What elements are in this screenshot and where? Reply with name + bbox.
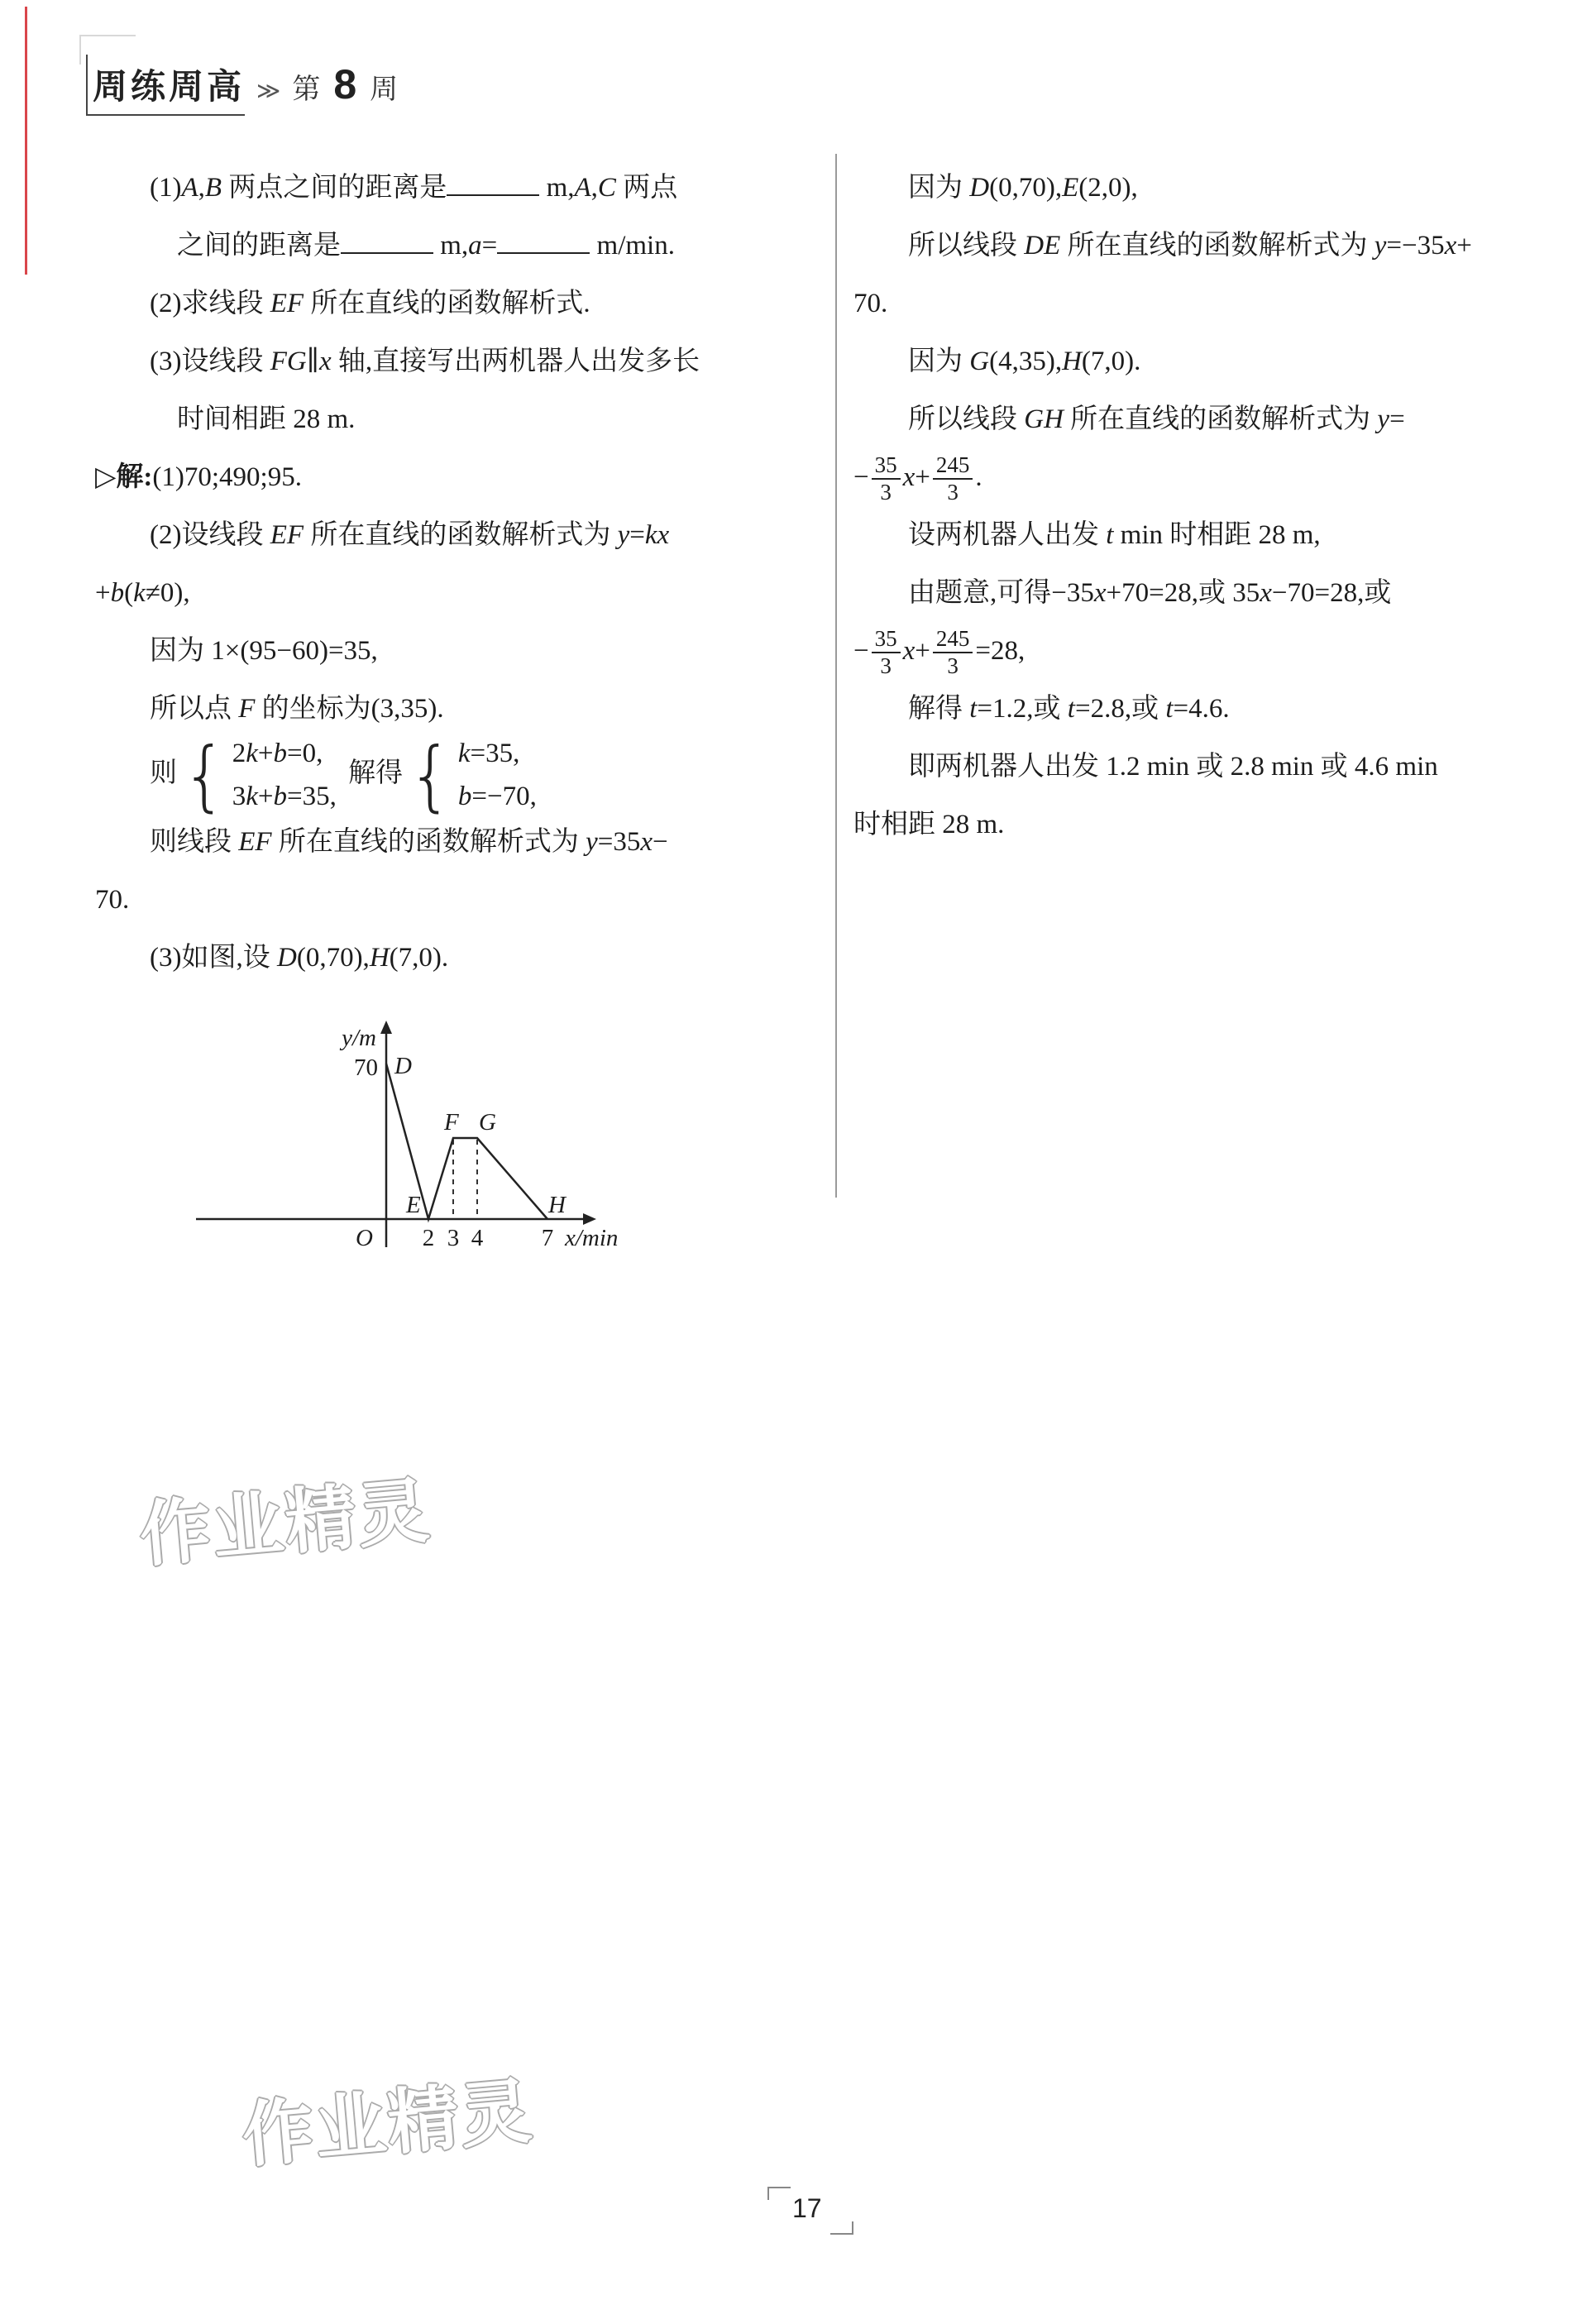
page-number-bracket-top-left — [767, 2187, 791, 2200]
distance-time-graph — [186, 1006, 637, 1258]
text-line: − $\frac{35}{3}$ x+ $\frac{245}{3}$ =28, — [853, 626, 1025, 679]
text-line: 解得 t=1.2,或 t=2.8,或 t=4.6. — [853, 694, 1230, 724]
fraction: $\frac{35}{3}$ — [872, 626, 901, 679]
text-line: 由题意,可得−35x+70=28,或 35x−70=28,或 — [853, 578, 1392, 608]
text-line: 所以线段 GH 所在直线的函数解析式为 y= — [853, 404, 1405, 434]
x-axis-arrow — [583, 1213, 596, 1225]
text-line: 则 { 2k+b=0, 3k+b=35, 解得 { k=35, b=−70, — [95, 730, 537, 820]
point-label-E: E — [406, 1192, 421, 1218]
text-line: 设两机器人出发 t min 时相距 28 m, — [853, 520, 1321, 550]
week-number: 8 — [333, 61, 357, 108]
equation-system: { k=35, b=−70, — [408, 730, 537, 820]
text-line: 所以点 F 的坐标为(3,35). — [95, 694, 444, 724]
text-line: (3)设线段 FG∥x 轴,直接写出两机器人出发多长 — [95, 347, 700, 376]
y-tick-70: 70 — [354, 1054, 378, 1081]
page-edge-red-mark — [25, 7, 27, 275]
point-label-D: D — [394, 1053, 412, 1079]
answer-blank — [447, 191, 539, 196]
x-tick-2: 2 — [422, 1225, 435, 1251]
graph-canvas — [186, 1006, 637, 1258]
text-line: (3)如图,设 D(0,70),H(7,0). — [95, 943, 449, 973]
watermark: 作业精灵 — [239, 2071, 537, 2177]
column-divider — [835, 154, 837, 1198]
page-number: 17 — [792, 2193, 822, 2223]
text-line: (1)A,B 两点之间的距离是 m,A,C 两点 — [95, 173, 678, 203]
left-column — [95, 159, 806, 987]
fraction: $\frac{245}{3}$ — [933, 452, 973, 505]
text-line: 因为 D(0,70),E(2,0), — [853, 173, 1138, 203]
fraction: $\frac{245}{3}$ — [933, 626, 973, 679]
week-prefix: 第 — [292, 74, 321, 105]
text-line: 则线段 EF 所在直线的函数解析式为 y=35x− — [95, 827, 668, 858]
answer-blank — [341, 249, 433, 254]
answer-blank — [497, 249, 590, 254]
text-line: (2)设线段 EF 所在直线的函数解析式为 y=kx — [95, 520, 670, 550]
page-number-block — [767, 2187, 853, 2235]
x-tick-7: 7 — [541, 1225, 554, 1251]
text-line: 70. — [853, 289, 888, 318]
page-header — [93, 60, 403, 109]
y-axis-label: y/m — [342, 1025, 376, 1051]
text-line: (2)求线段 EF 所在直线的函数解析式. — [95, 289, 590, 318]
fraction: $\frac{35}{3}$ — [872, 452, 901, 505]
series-title: 周练周高 — [93, 67, 246, 106]
right-column — [853, 159, 1565, 854]
text-line: 70. — [95, 885, 130, 916]
watermark: 作业精灵 — [136, 1470, 434, 1576]
y-axis-arrow — [380, 1021, 392, 1034]
x-tick-3: 3 — [447, 1225, 460, 1251]
text-line: ▷解:(1)70;490;95. — [95, 462, 302, 492]
text-line: 因为 G(4,35),H(7,0). — [853, 347, 1141, 376]
text-line: − $\frac{35}{3}$ x+ $\frac{245}{3}$ . — [853, 452, 982, 505]
point-label-F: F — [444, 1109, 459, 1136]
text-line: +b(k≠0), — [95, 578, 190, 608]
point-label-H: H — [548, 1192, 566, 1218]
week-suffix: 周 — [370, 74, 399, 105]
text-line: 之间的距离是 m,a= m/min. — [95, 231, 675, 261]
text-line: 时相距 28 m. — [853, 810, 1005, 839]
origin-label: O — [356, 1225, 373, 1251]
text-line: 所以线段 DE 所在直线的函数解析式为 y=−35x+ — [853, 231, 1472, 261]
x-tick-4: 4 — [471, 1225, 484, 1251]
text-line: 因为 1×(95−60)=35, — [95, 636, 378, 666]
page-number-bracket-bottom-right — [830, 2221, 853, 2235]
chevron-icon: ≫ — [256, 78, 280, 103]
equation-system: { 2k+b=0, 3k+b=35, — [182, 730, 337, 820]
point-label-G: G — [479, 1109, 496, 1136]
x-axis-label: x/min — [565, 1225, 619, 1251]
text-line: 时间相距 28 m. — [95, 404, 356, 434]
text-line: 即两机器人出发 1.2 min 或 2.8 min 或 4.6 min — [853, 752, 1438, 782]
